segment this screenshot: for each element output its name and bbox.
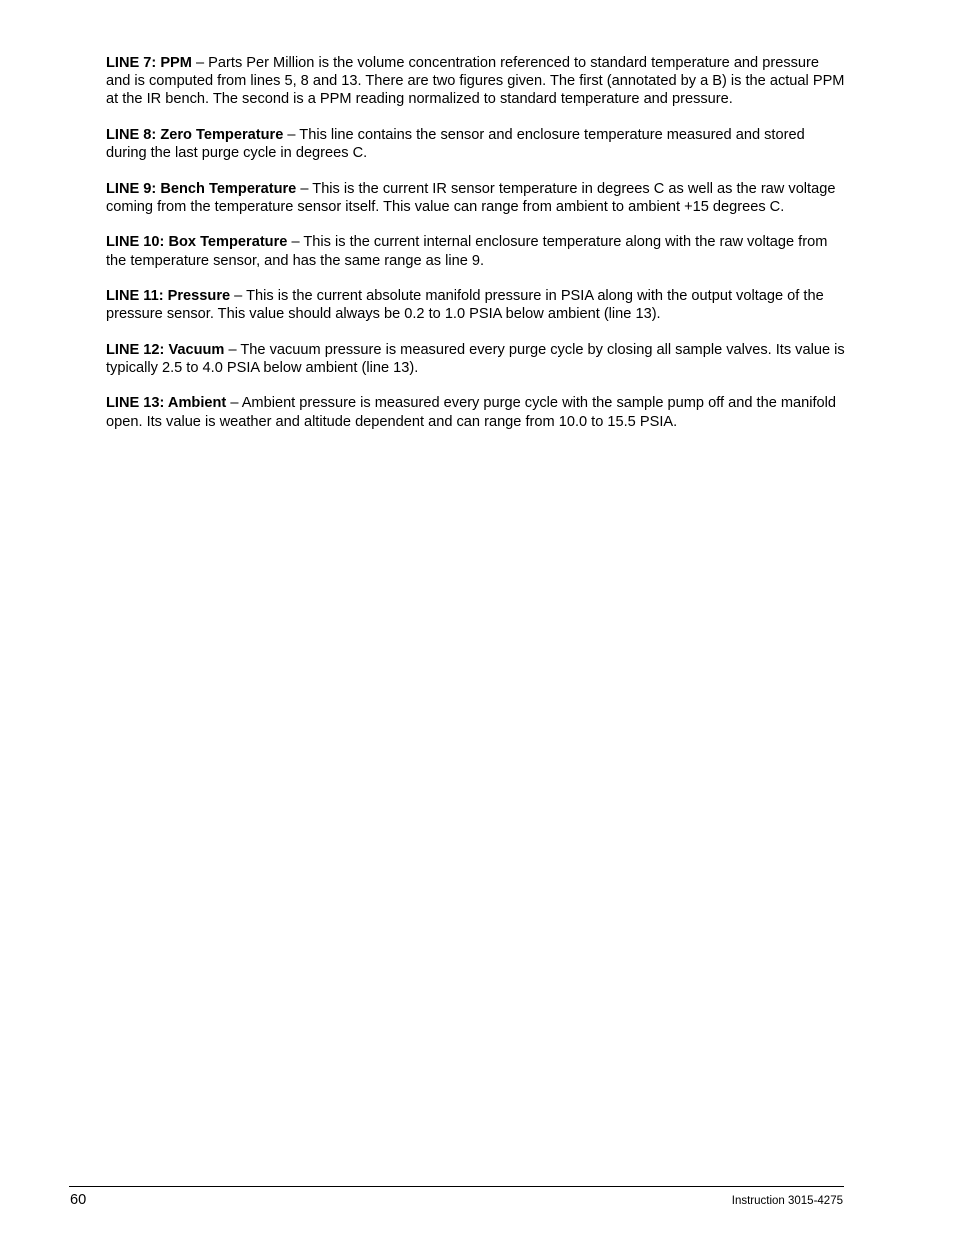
paragraph-term: LINE 12: Vacuum	[106, 341, 225, 358]
paragraph-line-13	[106, 394, 846, 430]
paragraph-text: – Ambient pressure is measured every purge cycle with the sample pump off and the manifold open. Its value is weather and altitude dependent and can range from 10.0 to 15.5 PSIA.	[106, 395, 837, 430]
paragraph-text: – This is the current absolute manifold pressure in PSIA along with the output voltage of the pressure sensor. This value should always be 0.2 to 1.0 PSIA below ambient (line 13).	[106, 288, 824, 323]
paragraph-line-7	[106, 54, 846, 109]
paragraph-text: – This is the current IR sensor temperature in degrees C as well as the raw voltage coming from the temperature sensor itself. This value can range from ambient to ambient +15 degrees C.	[106, 180, 836, 215]
paragraph-text: – This is the current internal enclosure temperature along with the raw voltage from the temperature sensor, and has the same range as line 9.	[106, 234, 828, 269]
document-id: Instruction 3015-4275	[731, 1195, 843, 1207]
paragraph-line-12	[106, 341, 846, 377]
paragraph-term: LINE 10: Box Temperature	[106, 234, 288, 251]
paragraph-text: – Parts Per Million is the volume concentration referenced to standard temperature and pressure and is computed from lines 5, 8 and 13. There are two figures given. The first (annotated by a B) is the actual PPM at the IR bench. The second is a PPM reading normalized to standard temperature and pressure.	[106, 55, 845, 108]
paragraph-text: – The vacuum pressure is measured every purge cycle by closing all sample valves. Its value is typically 2.5 to 4.0 PSIA below ambient (line 13).	[106, 341, 845, 376]
footer-divider	[69, 1186, 844, 1187]
paragraph-line-8	[106, 126, 846, 162]
paragraph-line-9	[106, 180, 846, 216]
paragraph-term: LINE 11: Pressure	[106, 288, 231, 305]
page-number: 60	[70, 1192, 87, 1208]
paragraph-line-10	[106, 233, 846, 269]
paragraph-line-11	[106, 287, 846, 323]
paragraph-term: LINE 8: Zero Temperature	[106, 126, 284, 143]
paragraph-term: LINE 7: PPM	[106, 55, 192, 71]
paragraph-term: LINE 9: Bench Temperature	[106, 180, 297, 197]
document-body	[106, 54, 846, 448]
paragraph-term: LINE 13: Ambient	[106, 395, 227, 412]
paragraph-text: – This line contains the sensor and enclosure temperature measured and stored during the last purge cycle in degrees C.	[106, 126, 805, 162]
